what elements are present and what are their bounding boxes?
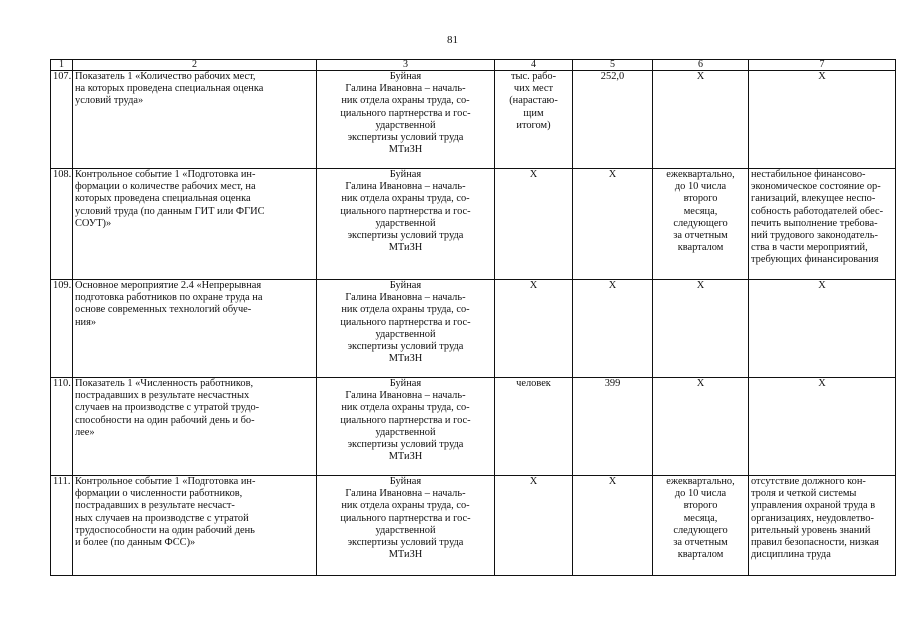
risk-description-line: требующих финансирования [751, 254, 879, 266]
deadline-line: кварталом [677, 242, 724, 254]
unit-line: Х [529, 280, 538, 291]
header-col-6: 6 [653, 60, 749, 71]
risk-description-line: печить выполнение требова- [751, 217, 878, 229]
row-number: 111. [51, 476, 73, 576]
table-row [51, 169, 896, 280]
responsible-person-line: циального партнерства и гос- [340, 205, 471, 217]
item-name-line: и более (по данным ФСС)» [75, 537, 196, 549]
header-col-1: 1 [51, 60, 73, 71]
responsible-person-line: экспертизы условий труда [347, 230, 464, 242]
unit [495, 378, 573, 476]
item-name-line: СОУТ)» [75, 217, 112, 229]
responsible-person-line: ударственной [375, 217, 436, 229]
header-col-5: 5 [573, 60, 653, 71]
responsible-person [317, 169, 495, 280]
risk-description-line: отсутствие должного кон- [751, 476, 866, 487]
responsible-person-line: ударственной [375, 524, 436, 536]
unit-line: Х [529, 476, 538, 487]
unit-line: Х [529, 169, 538, 180]
item-name [73, 169, 317, 280]
deadline-line: второго [683, 193, 718, 205]
deadline-line: до 10 числа [674, 488, 727, 500]
item-name-line: подготовка работников по охране труда на [75, 292, 263, 304]
item-name [73, 71, 317, 169]
responsible-person-line: МТиЗН [388, 549, 423, 561]
responsible-person-line: ник отдела охраны труда, со- [341, 402, 470, 414]
target-value: 252,0 [573, 71, 653, 169]
responsible-person-line: ник отдела охраны труда, со- [341, 304, 470, 316]
item-name-line: способности на один рабочий день и бо- [75, 414, 255, 426]
responsible-person-line: ударственной [375, 426, 436, 438]
unit-line: итогом) [516, 119, 551, 131]
risk-description-line: ганизаций, влекущее неспо- [751, 193, 876, 205]
unit [495, 476, 573, 576]
risk-description-line: экономическое состояние ор- [751, 181, 881, 193]
risk-description [749, 476, 896, 576]
risk-description [749, 280, 896, 378]
plan-table [50, 59, 896, 576]
responsible-person-line: ударственной [375, 328, 436, 340]
risk-description-line: Х [818, 378, 826, 389]
item-name-line: пострадавших в результате несчаст- [75, 500, 235, 512]
deadline-line: ежеквартально, [666, 476, 735, 487]
risk-description-line: управления охраной труда в [751, 500, 876, 512]
item-name-line: Основное мероприятие 2.4 «Непрерывная [75, 280, 262, 291]
table-row [51, 476, 896, 576]
row-number: 107. [51, 71, 73, 169]
table-row [51, 378, 896, 476]
unit-line: (нарастаю- [509, 95, 558, 107]
target-value: Х [573, 169, 653, 280]
responsible-person-line: экспертизы условий труда [347, 439, 464, 451]
deadline-line: за отчетным [673, 230, 728, 242]
row-number: 108. [51, 169, 73, 280]
unit-line: чих мест [513, 83, 554, 95]
deadline-line: Х [696, 71, 705, 82]
responsible-person-line: ник отдела охраны труда, со- [341, 95, 470, 107]
deadline [653, 476, 749, 576]
deadline [653, 280, 749, 378]
header-row [51, 60, 896, 71]
risk-description-line: Х [818, 71, 826, 82]
target-value: Х [573, 280, 653, 378]
responsible-person-line: Галина Ивановна – началь- [345, 292, 466, 304]
deadline-line: следующего [673, 524, 728, 536]
risk-description [749, 71, 896, 169]
item-name-line: трудоспособности на один рабочий день [75, 524, 255, 536]
item-name [73, 378, 317, 476]
item-name-line: пострадавших в результате несчастных [75, 390, 250, 402]
deadline [653, 71, 749, 169]
item-name-line: условий труда» [75, 95, 144, 107]
item-name-line: ния» [75, 316, 97, 328]
item-name-line: условий труда (по данным ГИТ или ФГИС [75, 205, 265, 217]
risk-description-line: троля и четкой системы [751, 488, 857, 500]
responsible-person [317, 71, 495, 169]
responsible-person-line: МТиЗН [388, 144, 423, 156]
unit-line: щим [523, 107, 544, 119]
risk-description-line: нестабильное финансово- [751, 169, 866, 180]
risk-description-line: ства в части мероприятий, [751, 242, 868, 254]
deadline-line: следующего [673, 217, 728, 229]
row-number: 110. [51, 378, 73, 476]
responsible-person-line: Галина Ивановна – началь- [345, 181, 466, 193]
responsible-person-line: циального партнерства и гос- [340, 107, 471, 119]
item-name-line: Контрольное событие 1 «Подготовка ин- [75, 169, 256, 180]
risk-description-line: организациях, неудовлетво- [751, 512, 874, 524]
deadline-line: Х [696, 280, 705, 291]
responsible-person-line: Буйная [389, 169, 422, 180]
responsible-person-line: Галина Ивановна – началь- [345, 390, 466, 402]
deadline [653, 169, 749, 280]
responsible-person-line: Галина Ивановна – началь- [345, 83, 466, 95]
responsible-person [317, 476, 495, 576]
unit-line: человек [516, 378, 551, 389]
unit-line: тыс. рабо- [510, 71, 557, 82]
responsible-person-line: ударственной [375, 119, 436, 131]
item-name-line: Показатель 1 «Количество рабочих мест, [75, 71, 256, 82]
item-name-line: которых проведена специальная оценка [75, 193, 251, 205]
deadline-line: ежеквартально, [666, 169, 735, 180]
deadline-line: Х [696, 378, 705, 389]
header-col-7: 7 [749, 60, 896, 71]
risk-description-line: правил безопасности, низкая [751, 537, 879, 549]
deadline-line: до 10 числа [674, 181, 727, 193]
header-col-2: 2 [73, 60, 317, 71]
item-name-line: на которых проведена специальная оценка [75, 83, 264, 95]
item-name-line: ных случаев на производстве с утратой [75, 512, 249, 524]
item-name-line: случаев на производстве с утратой трудо- [75, 402, 260, 414]
deadline-line: за отчетным [673, 537, 728, 549]
responsible-person-line: ник отдела охраны труда, со- [341, 500, 470, 512]
risk-description-line: Х [818, 280, 826, 291]
item-name-line: Показатель 1 «Численность работников, [75, 378, 254, 389]
responsible-person [317, 280, 495, 378]
table-row [51, 280, 896, 378]
page-number: 81 [447, 34, 458, 46]
responsible-person-line: Галина Ивановна – началь- [345, 488, 466, 500]
responsible-person-line: МТиЗН [388, 451, 423, 463]
risk-description-line: собность работодателей обес- [751, 205, 884, 217]
responsible-person-line: циального партнерства и гос- [340, 414, 471, 426]
row-number: 109. [51, 280, 73, 378]
deadline-line: месяца, [683, 205, 718, 217]
item-name-line: лее» [75, 426, 95, 438]
responsible-person-line: экспертизы условий труда [347, 537, 464, 549]
unit [495, 169, 573, 280]
risk-description-line: дисциплина труда [751, 549, 831, 561]
header-col-4: 4 [495, 60, 573, 71]
deadline-line: месяца, [683, 512, 718, 524]
header-col-3: 3 [317, 60, 495, 71]
responsible-person-line: Буйная [389, 71, 422, 82]
responsible-person-line: Буйная [389, 280, 422, 291]
item-name-line: формации о количестве рабочих мест, на [75, 181, 256, 193]
responsible-person-line: МТиЗН [388, 353, 423, 365]
responsible-person-line: циального партнерства и гос- [340, 316, 471, 328]
table-row [51, 71, 896, 169]
responsible-person-line: циального партнерства и гос- [340, 512, 471, 524]
target-value: 399 [573, 378, 653, 476]
responsible-person-line: экспертизы условий труда [347, 132, 464, 144]
risk-description [749, 169, 896, 280]
responsible-person-line: Буйная [389, 476, 422, 487]
deadline [653, 378, 749, 476]
item-name [73, 476, 317, 576]
responsible-person-line: МТиЗН [388, 242, 423, 254]
responsible-person [317, 378, 495, 476]
risk-description-line: ний трудового законодатель- [751, 230, 878, 242]
item-name-line: формации о численности работников, [75, 488, 243, 500]
item-name-line: Контрольное событие 1 «Подготовка ин- [75, 476, 256, 487]
item-name [73, 280, 317, 378]
unit [495, 280, 573, 378]
risk-description-line: рительный уровень знаний [751, 524, 871, 536]
unit [495, 71, 573, 169]
item-name-line: основе современных технологий обуче- [75, 304, 252, 316]
deadline-line: кварталом [677, 549, 724, 561]
responsible-person-line: Буйная [389, 378, 422, 389]
risk-description [749, 378, 896, 476]
target-value: Х [573, 476, 653, 576]
responsible-person-line: экспертизы условий труда [347, 341, 464, 353]
deadline-line: второго [683, 500, 718, 512]
responsible-person-line: ник отдела охраны труда, со- [341, 193, 470, 205]
